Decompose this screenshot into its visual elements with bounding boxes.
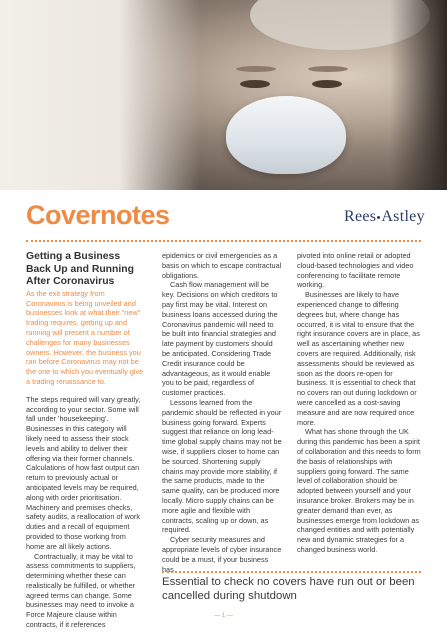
hero-face-mask [226,96,346,174]
pull-quote-divider [162,571,421,573]
logo-word-2: Astley [381,208,425,225]
article-headline: Getting a Business Back Up and Running After Coronavirus [26,251,134,288]
hero-shadow [390,0,447,190]
column-3 [297,251,421,555]
paragraph: Businesses are likely to have experienced change to differing degrees but, where change has occurred, it is vital to ensure that the right insurance covers are in place, as well as ascertaining whether new covers are required. Additionally, risk assessments should be reviewed as soon as the doors re-open for business. It is essential to check that no covers ran out during lockdown or were cancelled as a cost-saving measure and are now required once more. [297,290,420,427]
paragraph: Contractually, it may be vital to assess commitments to suppliers, determining whether these can realistically be fulfilled, or whether agreed terms can change. Some businesses may need to invoke a Force Majeure clause within contracts, if it references [26,551,136,630]
column-2 [162,251,282,574]
pull-quote: Essential to check no covers have run out or been cancelled during shutdown [162,576,415,602]
hero-brow-left [236,66,276,72]
hero-eye-right [312,80,342,88]
logo-dot [377,216,380,219]
paragraph: Cyber security measures and appropriate levels of cyber insurance could be a must, if your business has [162,535,282,574]
page-number: — 1 — [214,613,233,619]
hero-brow-right [308,66,348,72]
hero-photo [0,0,447,190]
paragraph: The steps required will vary greatly, according to your sector. Some will fall under 'housekeeping'. Businesses in this category will likely need to assess their stock levels and ability to deliver their offering via their former channels. Calculations of how fast output can return to previously actual or anticipated levels may be required, along with order prioritisation. Machinery and premises checks, safety audits, a reallocation of work duties and a recall of equipment provided to those working from home are all likely actions. [26,394,141,551]
logo-word-1: Rees [344,208,377,225]
brand-logo [344,208,425,226]
paragraph: Cash flow management will be key. Decisions on which creditors to pay first may be vital. Interest on business loans accessed during the Coronavirus pandemic will need to be built into financial strategies and late payment by customers should be anticipated. Considering Trade Credit insurance could be advantageous, as it would enable you to be paid, regardless of customer practices. [162,280,278,398]
hero-eye-left [240,80,270,88]
article-lede: As the exit strategy from Coronavirus is being unveiled and businesses look at what their "new" trading requires, getting up and running will present a number of challenges for many businesses owners. However, the business you ran before Coronavirus may not be the one to which you eventually give a trading renaissance to. [26,288,144,386]
page-title: Covernotes [26,200,170,230]
paragraph: What has shone through the UK during this pandemic has been a spirit of collaboration and this needs to form the basis of relationships with suppliers going forward. The same level of collaboration should be adopted between yourself and your insurance broker. Brokers may be in greater demand than ever, as businesses emerge from lockdown as changed entities and with potentially new and dynamic strategies for a changed business world. [297,427,421,554]
paragraph: Lessons learned from the pandemic should be reflected in your business going forward. Experts suggest that reliance on long lead-time global supply chains may not be wise, if suppliers closer to home can be sourced. Shortening supply chains may provide more stability, if the same products, made to the same quality, can be produced more locally. Micro supply chains can be more agile and flexible with contracts, scaling up or down, as required. [162,397,282,535]
paragraph: epidemics or civil emergencies as a basis on which to escape contractual obligations. [162,251,282,280]
paragraph: pivoted into online retail or adopted cloud-based technologies and video conferencing to facilitate remote working. [297,251,414,290]
hero-background [0,0,200,190]
column-1 [26,251,144,630]
title-divider [26,240,421,242]
